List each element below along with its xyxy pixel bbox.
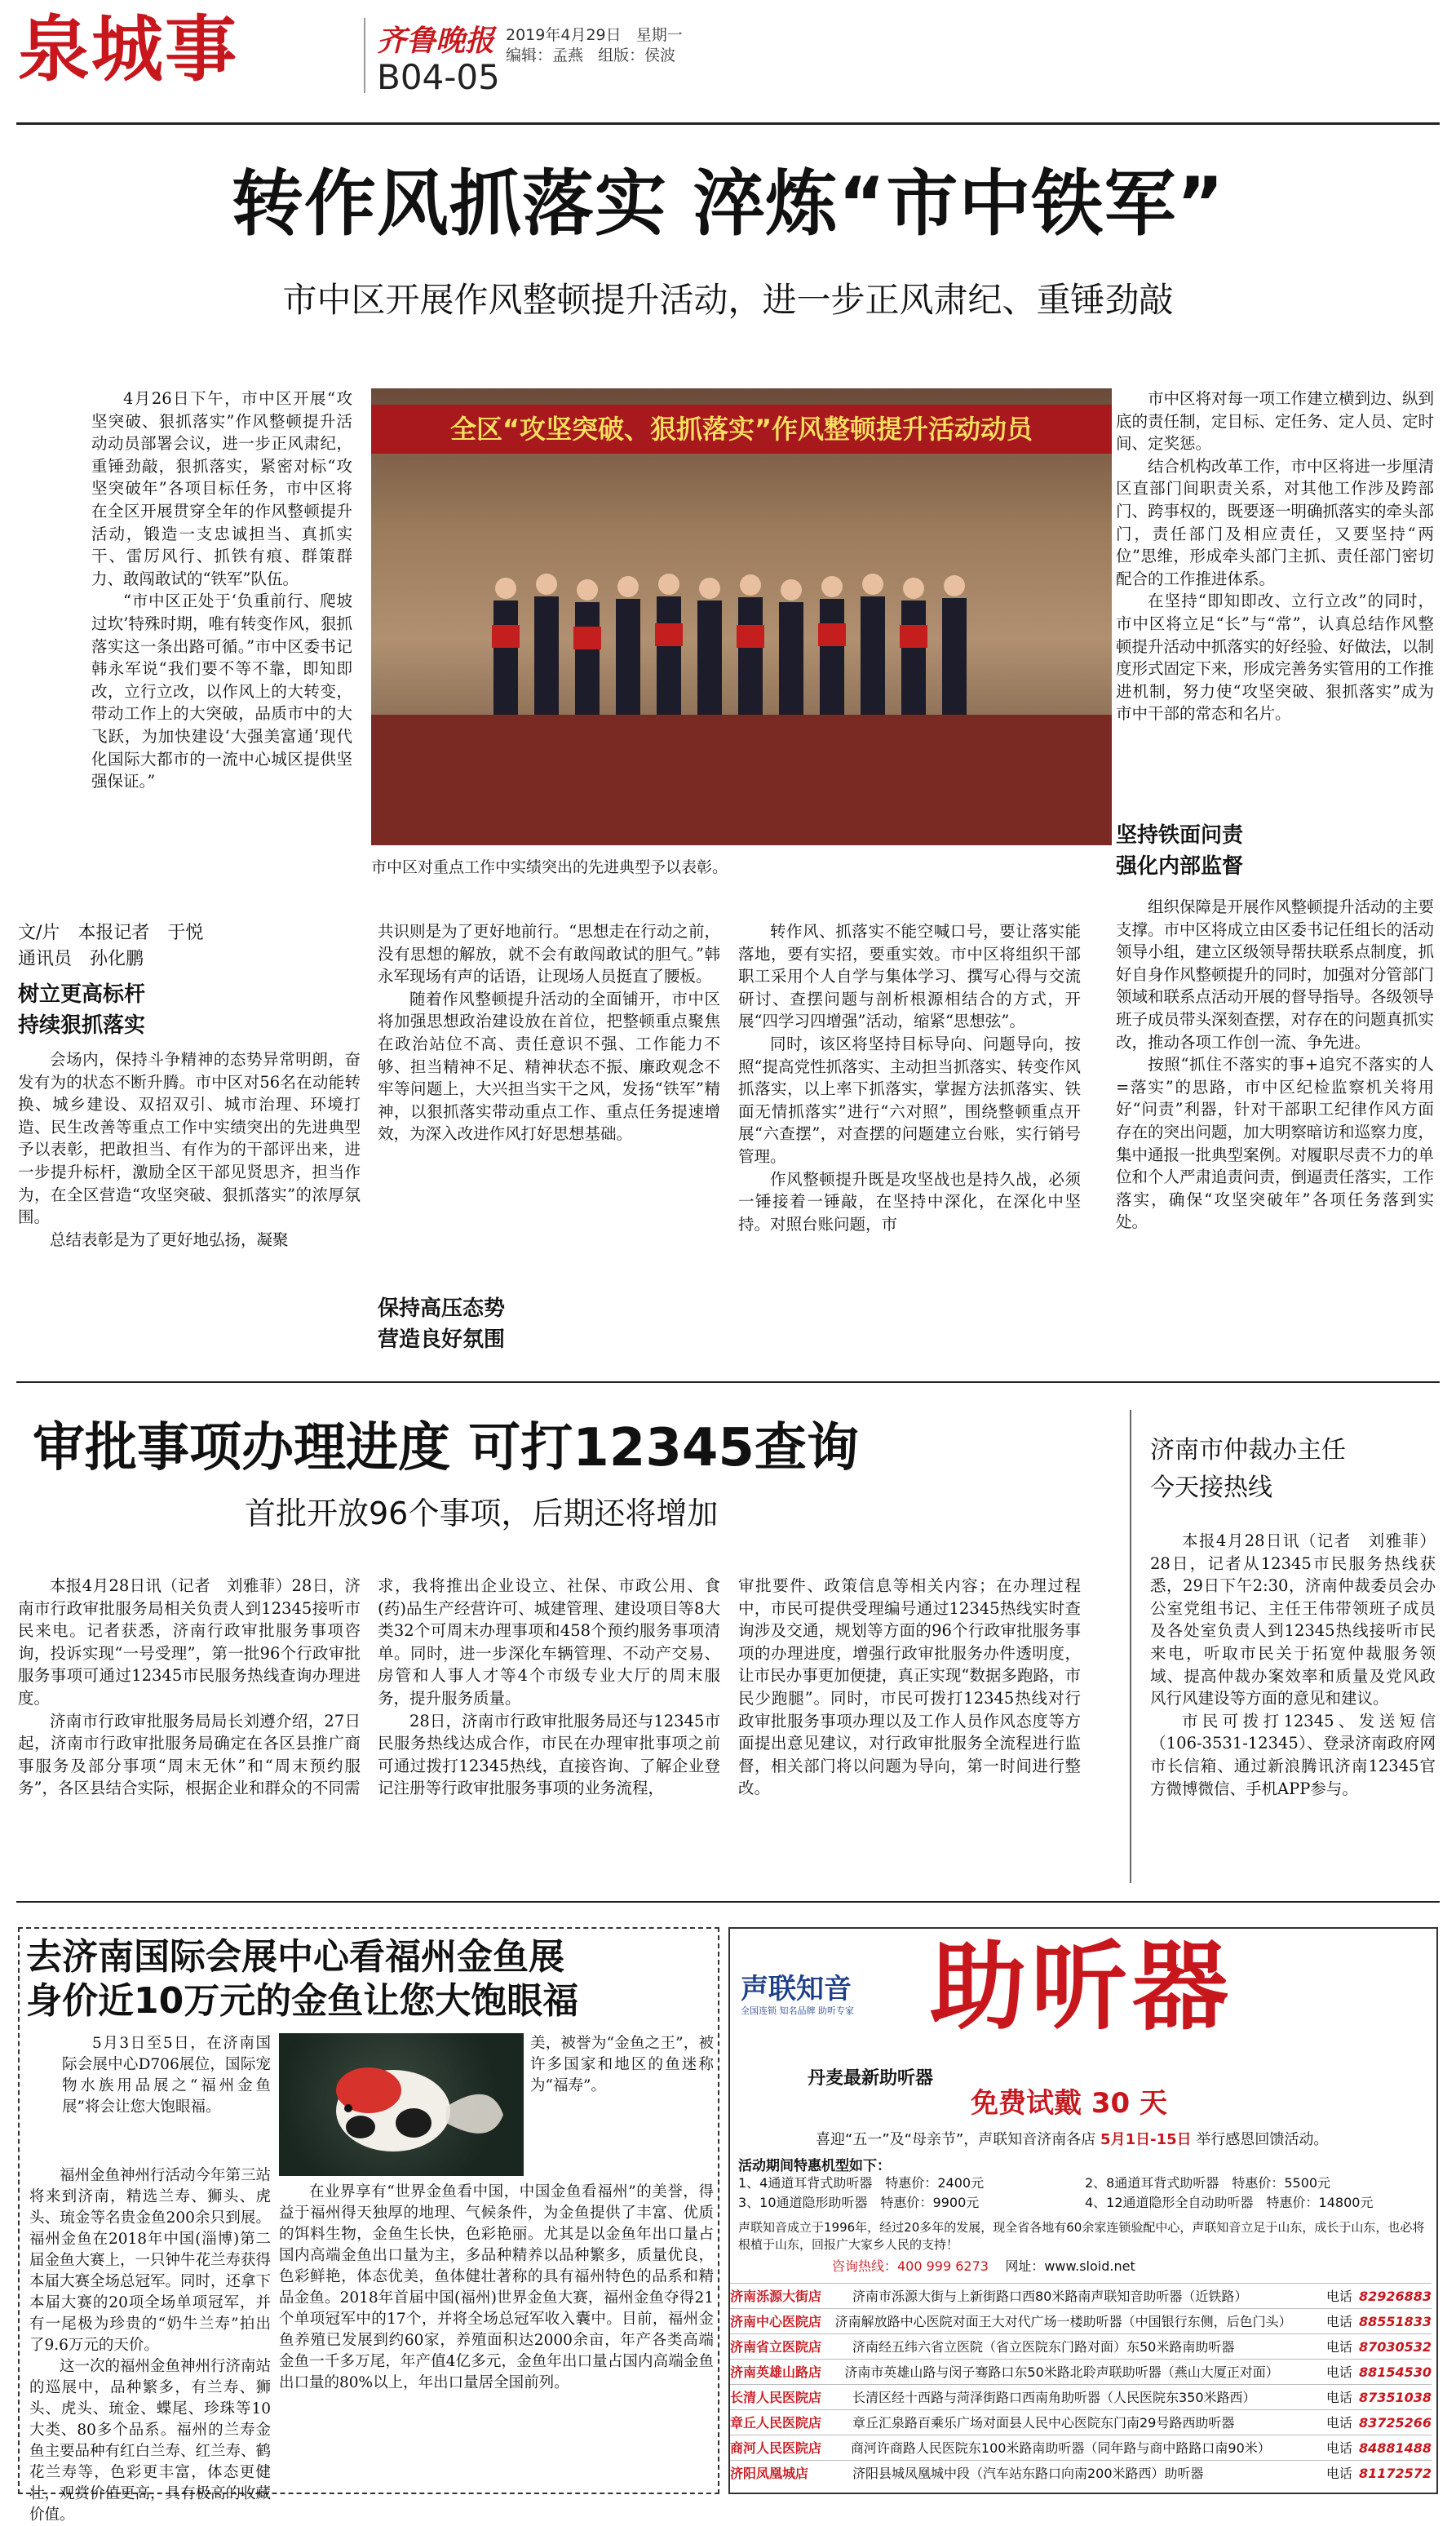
col2-paragraph-1: 共识则是为了更好地前行。“思想走在行动之前，没有思想的解放，就不会有敢闯敢试的胆气。”韩永军现场有声的话语，让现场人员挺直了腰板。 — [378, 922, 720, 986]
section-rule-1 — [16, 1381, 1440, 1383]
story2-headline: 审批事项办理进度 可打12345查询 — [33, 1418, 859, 1478]
right-paragraph-1: 市中区将对每一项工作建立横到边、纵到底的责任制，定目标、定任务、定人员、定时间、定奖惩。 — [1116, 389, 1435, 454]
s2-col2-paragraph-2: 28日，济南市行政审批服务局还与12345市民服务热线达成合作，市民在办理审批事项之前可通过拨打12345热线，直接咨询、了解企业登记注册等行政审批服务事项的业务流程， — [378, 1711, 720, 1798]
promo-item: 2、8通道耳背式助听器 特惠价：5500元 — [1085, 2175, 1331, 2191]
store-name: 济南中心医院店 — [730, 2313, 822, 2329]
goldfish-para-5: 在业界享有“世界金鱼看中国，中国金鱼看福州”的美誉，得益于福州得天独厚的地理、气候条件，为金鱼提供了丰富、优质的饵料生物，金鱼生长快，色彩艳丽。尤其是以金鱼年出口量占国内高端金鱼出口量为主，多品种精养以品种繁多，质量优良，色彩鲜艳，体态优美，鱼体健壮著称的具有福州特色的品系和精品金鱼。2018年首届中国(福州)世界金鱼大赛，福州金鱼夺得21个单项冠军中的17个，并将全场总冠军收入囊中。目前，福州金鱼养殖已发展到约60家，养殖面积达2000余亩，年产各类高端金鱼一千多万尾，年产值4亿多元，金鱼年出口量占国内高端金鱼出口量的80%以上，年出口量居全国前列。 — [279, 2183, 714, 2391]
goldfish-headline-2: 身价近10万元的金鱼让您大饱眼福 — [26, 1980, 579, 2022]
store-row — [730, 2333, 1432, 2357]
editor: 编辑：孟燕 — [506, 47, 584, 64]
store-phone: 电话 87351038 — [1325, 2389, 1432, 2405]
col2-paragraph-2: 随着作风整顿提升活动的全面铺开，市中区将加强思想政治建设放在首位，把整顿重点聚焦在政治站位不高、责任意识不强、工作能力不够、担当精神不足、精神状态不振、廉政观念不牢等问题上，大兴担当实干之风，发扬“铁军”精神，以狠抓落实带动重点工作、重点任务提速增效，为深入改进作风打好思想基础。 — [378, 989, 720, 1144]
col1-paragraph-2: 总结表彰是为了更好地弘扬，凝聚 — [50, 1230, 289, 1249]
store-row — [730, 2409, 1432, 2433]
promo-item: 3、10通道隐形助听器 特惠价：9900元 — [738, 2195, 980, 2210]
story1-lead — [91, 388, 352, 877]
story2-side-headline: 济南市仲裁办主任 今天接热线 — [1150, 1436, 1346, 1502]
promo-item: 1、4通道耳背式助听器 特惠价：2400元 — [738, 2175, 985, 2191]
masthead-editor — [506, 43, 675, 65]
story1-deck: 市中区开展作风整顿提升活动，进一步正风肃纪、重锤劲敲 — [282, 280, 1174, 320]
goldfish-headline-1: 去济南国际会展中心看福州金鱼展 — [26, 1936, 564, 1978]
store-phone: 电话 82926883 — [1325, 2288, 1432, 2304]
lead-paragraph-2: “市中区正处于‘负重前行、爬坡过坎’特殊时期，唯有转变作风，狠抓落实这一条出路可循。”市中区委书记韩永军说“我们要不等不靠，即知即改，立行立改，以作风上的大转变，带动工作上的大突破，品质市中的大飞跃，为加快建设‘大强美富通’现代化国际大都市的一流中心城区提供坚强保证。” — [91, 592, 352, 791]
store-address: 商河许商路人民医院东100米路南助听器（同年路与商中路路口南90米） — [850, 2440, 1271, 2456]
masthead-divider — [364, 18, 365, 93]
photo-caption: 市中区对重点工作中实绩突出的先进典型予以表彰。 — [371, 858, 728, 876]
goldfish-para-4: 美，被誉为“金鱼之王”，被许多国家和地区的鱼迷称为“福寿”。 — [530, 2035, 714, 2094]
col3-paragraph-3: 作风整顿提升既是攻坚战也是持久战，必须一锤接着一锤敲，在坚持中深化，在深化中坚持。对照台账问题，市 — [738, 1169, 1081, 1234]
side-paragraph-1: 本报4月28日讯（记者 刘雅菲）28日，记者从12345市民服务热线获悉，29日下午2:30，济南仲裁委员会办公室党组书记、主任王伟带领班子成员及各处室负责人到12345热线接听市民来电，听取市民关于拓宽仲裁服务领域、提高仲裁办案效率和质量及党风政风行风建设等方面的意见和建议。 — [1150, 1531, 1436, 1708]
goldfish-illustration — [279, 2033, 524, 2176]
story2-deck: 首批开放96个事项，后期还将增加 — [245, 1496, 719, 1531]
goldfish-para-1: 5月3日至5日，在济南国际会展中心D706展位，国际宠物水族用品展之“福州金鱼展”将会让您大饱眼福。 — [62, 2035, 271, 2116]
section-rule-2 — [16, 1901, 1440, 1903]
story1-col4 — [1116, 896, 1434, 1365]
stage-people-illustration — [371, 388, 1112, 845]
story1-headline: 转作风抓落实 淬炼“市中铁军” — [231, 162, 1225, 246]
hearing-intro: 声联知音成立于1996年，经过20多年的发展，现全省各地有60余家连锁验配中心，声联知音立足于山东，成长于山东，也必将根植于山东，回报广大家乡人民的支持！ — [738, 2220, 1425, 2252]
weekday: 星期一 — [635, 26, 683, 44]
goldfish-col1-top — [62, 2033, 271, 2139]
store-address: 济南市英雄山路与闵子骞路口东50米路北聆声联助听器（燕山大厦正对面） — [844, 2364, 1279, 2380]
goldfish-col2-top — [530, 2033, 714, 2131]
store-row — [730, 2359, 1432, 2382]
story1-photo — [371, 388, 1112, 845]
col4-paragraph-1: 组织保障是开展作风整顿提升活动的主要支撑。市中区将成立由区委书记任组长的活动领导小组，建立区级领导帮扶联系点制度，抓好自身作风整顿提升的同时，加强对分管部门领域和联系点活动开展的督导指导。各级领导班子成员带头深刻查摆，对存在的问题真抓实改，推动各项工作创一流、争先进。 — [1116, 897, 1435, 1052]
store-address: 济南解放路中心医院对面王大对代广场一楼助听器（中国银行东侧，后色门头） — [834, 2313, 1292, 2329]
col3-paragraph-1: 转作风、抓落实不能空喊口号，要让落实能落地，要有实招，要重实效。市中区将组织干部职工采用个人自学与集体学习、撰写心得与交流研讨、查摆问题与剖析根源相结合的方式，开展“四学习四增强”活动，缩紧“思想弦”。 — [738, 922, 1081, 1031]
hearing-title: 助听器 — [930, 1930, 1234, 2043]
col4-paragraph-2: 按照“抓住不落实的事+追究不落实的人=落实”的思路，市中区纪检监察机关将用好“问责”利器，针对干部职工纪律作风方面存在的突出问题，加大明察暗访和巡察力度，集中通报一批典型案例。对履职尽责不力的单位和个人严肃追责问责，倒逼责任落实，工作落实，确保“攻坚突破年”各项任务落到实处。 — [1116, 1055, 1435, 1232]
store-address: 济阳县城凤凰城中段（汽车站东路口向南200米路西）助听器 — [852, 2465, 1204, 2481]
hotline: 咨询热线：400 999 6273 — [832, 2258, 989, 2274]
store-name: 济南省立医院店 — [730, 2338, 822, 2355]
store-phone-number: 84881488 — [1358, 2440, 1432, 2456]
hearing-line2: 免费试戴 30 天 — [971, 2087, 1167, 2120]
promo-list — [738, 2174, 1432, 2213]
story1-col3 — [738, 920, 1081, 1365]
store-address: 济南市泺源大街与上新街路口西80米路南声联知音助听器（近铁路） — [852, 2288, 1248, 2304]
story2-side-column — [1150, 1530, 1436, 1881]
goldfish-photo — [279, 2033, 524, 2176]
store-name: 济阳凤凰城店 — [730, 2465, 809, 2481]
store-phone-number: 81172572 — [1358, 2465, 1432, 2481]
store-phone-number: 87030532 — [1358, 2338, 1432, 2355]
website: 网址：www.sloid.net — [1005, 2258, 1135, 2274]
store-row — [730, 2460, 1432, 2484]
layout-editor: 组版：侯波 — [598, 47, 676, 64]
store-phone: 电话 87030532 — [1325, 2338, 1432, 2355]
store-address: 济南经五纬六省立医院（省立医院东门路对面）东50米路南助听器 — [852, 2338, 1235, 2355]
s2-col3-paragraph-1: 审批要件、政策信息等相关内容；在办理过程中，市民可提供受理编号通过12345热线实时查询涉及交通，规划等方面的96个行政审批服务事项的办理进度，增强行政审批服务办件透明度，让市民办事更加便捷，真正实现“数据多跑路，市民少跑腿”。同时，市民可拨打12345热线对行政审批服务事项办理以及工作人员作风态度等方面提出意见建议，对行政审批服务全流程进行监督，相关部门将以问题为导向，第一时间进行整改。 — [738, 1576, 1081, 1798]
subhead-2: 保持高压态势 营造良好氛围 — [378, 1296, 506, 1352]
story1-col1 — [18, 1048, 361, 1363]
hearing-contact — [832, 2256, 1135, 2275]
promo-dates: 5月1日-15日 — [1100, 2131, 1192, 2148]
story1-byline: 文/片 本报记者 于悦 通讯员 孙化鹏 — [18, 923, 204, 969]
store-row — [730, 2283, 1432, 2307]
store-name: 长清人民医院店 — [730, 2389, 822, 2405]
s2-col1-paragraph-2: 济南市行政审批服务局局长刘遵介绍，27日起，济南市行政审批服务局确定在各区县推广商事服务及部分事项“周末无休”和“周末预约服务”，各区县结合实际，根据企业和群众的不同需 — [18, 1711, 361, 1798]
store-row — [730, 2308, 1432, 2332]
promo-text-end: 举行感恩回馈活动。 — [1196, 2131, 1329, 2148]
store-row — [730, 2435, 1432, 2458]
store-name: 济南泺源大街店 — [730, 2288, 822, 2304]
side-paragraph-2: 市民可拨打12345、发送短信（106-3531-12345）、登录济南政府网市长信箱、通过新浪腾讯济南12345官方微博微信、手机APP参与。 — [1150, 1711, 1436, 1798]
story2-col2 — [378, 1575, 720, 1885]
photo-banner: 全区“攻坚突破、狠抓落实”作风整顿提升活动动员 — [371, 405, 1112, 454]
store-name: 济南英雄山路店 — [730, 2364, 822, 2380]
goldfish-para-2: 福州金鱼神州行活动今年第三站将来到济南，精选兰寿、狮头、虎头、琉金等名贵金鱼200余只到展。福州金鱼在2018年中国(淄博)第二届金鱼大赛上，一只钟牛花兰寿获得本届大赛全场总冠军。同时，还拿下本届大赛的20项全场单项冠军，并有一尾极为珍贵的“奶牛兰寿”拍出了9.6万元的天价。 — [29, 2167, 272, 2354]
promo-item: 4、12通道隐形全自动助听器 特惠价：14800元 — [1085, 2195, 1374, 2210]
store-phone: 电话 83725266 — [1325, 2414, 1432, 2431]
story2-col3 — [738, 1575, 1081, 1885]
lead-paragraph: 4月26日下午，市中区开展“攻坚突破、狠抓落实”作风整顿提升活动动员部署会议，进一步正风肃纪，重锤劲敲，狠抓落实，紧密对标“攻坚突破年”各项目标任务，市中区将在全区开展贯穿全年的作风整顿提升活动，锻造一支忠诚担当、真抓实干、雷厉风行、抓铁有痕、群策群力、敢闯敢试的“铁军”队伍。 — [91, 389, 352, 588]
hearing-brand-sub: 全国连锁 知名品牌 助听专家 — [741, 2005, 854, 2016]
store-phone: 电话 81172572 — [1325, 2465, 1432, 2481]
store-phone-number: 88154530 — [1358, 2364, 1432, 2380]
story1-col2 — [378, 920, 720, 1214]
store-phone: 电话 88551833 — [1325, 2313, 1432, 2329]
hearing-line3 — [816, 2128, 1328, 2149]
store-phone-number: 88551833 — [1358, 2313, 1432, 2329]
goldfish-para-3: 这一次的福州金鱼神州行济南站的巡展中，品种繁多，有兰寿、狮头、虎头、琉金、蝶尾、珍珠等10大类、80多个品系。福州的兰寿金鱼主要品种有红白兰寿、红兰寿、鹤花兰寿等，色彩更丰富，体态更健壮，观赏价值更高，具有极高的收藏价值。 — [29, 2358, 272, 2524]
store-phone-number: 83725266 — [1358, 2414, 1432, 2431]
right-paragraph-2: 结合机构改革工作，市中区将进一步厘清区直部门间职责关系，对其他工作涉及跨部门、跨事权的，既要逐一明确抓落实的牵头部门，责任部门及相应责任，又要坚持“两位”思维，形成牵头部门主抓、责任部门密切配合的工作推进体系。 — [1116, 456, 1435, 588]
masthead-rule — [16, 122, 1440, 125]
page-number: B04-05 — [377, 57, 500, 97]
store-row — [730, 2384, 1432, 2408]
s2-col1-paragraph-1: 本报4月28日讯（记者 刘雅菲）28日，济南市行政审批服务局相关负责人到12345接听市民来电。记者获悉，济南行政审批服务事项咨询，投诉实现“一号受理”，第一批96个行政审批服务事项可通过12345市民服务热线查询办理进度。 — [18, 1576, 361, 1708]
story1-right-column — [1116, 388, 1434, 812]
masthead-date — [506, 23, 683, 45]
s2-col2-paragraph-1: 求，我将推出企业设立、社保、市政公用、食(药)品生产经营许可、城建管理、建设项目等8大类32个可周末办理事项和458个预约服务事项清单。同时，进一步深化车辆管理、不动产交易、房管和人事人才等4个市级专业大厅的周末服务，提升服务质量。 — [378, 1576, 720, 1708]
store-phone-number: 87351038 — [1358, 2389, 1432, 2405]
store-phone: 电话 84881488 — [1325, 2440, 1432, 2456]
hearing-line1: 丹麦最新助听器 — [808, 2068, 934, 2089]
goldfish-col1 — [29, 2165, 272, 2524]
right-paragraph-3: 在坚持“即知即改、立行立改”的同时，市中区将立足“长”与“常”，认真总结作风整顿提升活动中抓落实的好经验、好做法，以制度形式固定下来，形成完善务实管用的工作推进机制，努力使“攻坚突破、狠抓落实”成为市中干部的常态和名片。 — [1116, 592, 1435, 724]
section-title: 泉城事 — [18, 7, 239, 91]
goldfish-ad — [18, 1927, 719, 2524]
promo-title: 活动期间特惠机型如下： — [738, 2158, 891, 2174]
hearing-brand: 声联知音 — [741, 1973, 852, 2005]
goldfish-col2 — [279, 2182, 714, 2488]
subhead-1: 树立更高标杆 持续狠抓落实 — [18, 982, 146, 1038]
date: 2019年4月29日 — [506, 26, 622, 44]
store-address: 长清区经十西路与菏泽街路口西南角助听器（人民医院东350米路西） — [852, 2389, 1256, 2405]
promo-text: 喜迎“五一”及“母亲节”，声联知音济南各店 — [816, 2131, 1096, 2148]
newspaper-logo: 齐鲁晚报 — [377, 24, 495, 58]
col1-paragraph-1: 会场内，保持斗争精神的态势异常明朗，奋发有为的状态不断升腾。市中区对56名在动能转换、城乡建设、双招双引、城市治理、环境打造、民生改善等重点工作中实绩突出的先进典型予以表彰，把敢担当、有作为的干部评出来，进一步提升标杆，激励全区干部见贤思齐，担当作为，在全区营造“攻坚突破、狠抓落实”的浓厚氛围。 — [18, 1050, 361, 1227]
store-phone-number: 82926883 — [1358, 2288, 1432, 2304]
store-phone: 电话 88154530 — [1325, 2364, 1432, 2380]
subhead-right: 坚持铁面问责 强化内部监督 — [1116, 823, 1244, 879]
store-name: 章丘人民医院店 — [730, 2414, 822, 2431]
store-address: 章丘汇泉路百乘乐广场对面县人民中心医院东门南29号路西助听器 — [852, 2414, 1235, 2431]
store-name: 商河人民医院店 — [730, 2440, 822, 2456]
story2-side-divider — [1130, 1410, 1131, 1883]
story2-col1 — [18, 1575, 361, 1885]
col3-paragraph-2: 同时，该区将坚持目标导向、问题导向，按照“提高党性抓落实、主动担当抓落实、转变作风抓落实，以上率下抓落实，掌握方法抓落实、铁面无情抓落实”进行“六对照”，围绕整顿重点开展“六查摆”，对查摆的问题建立台账，实行销号管理。 — [738, 1034, 1081, 1166]
